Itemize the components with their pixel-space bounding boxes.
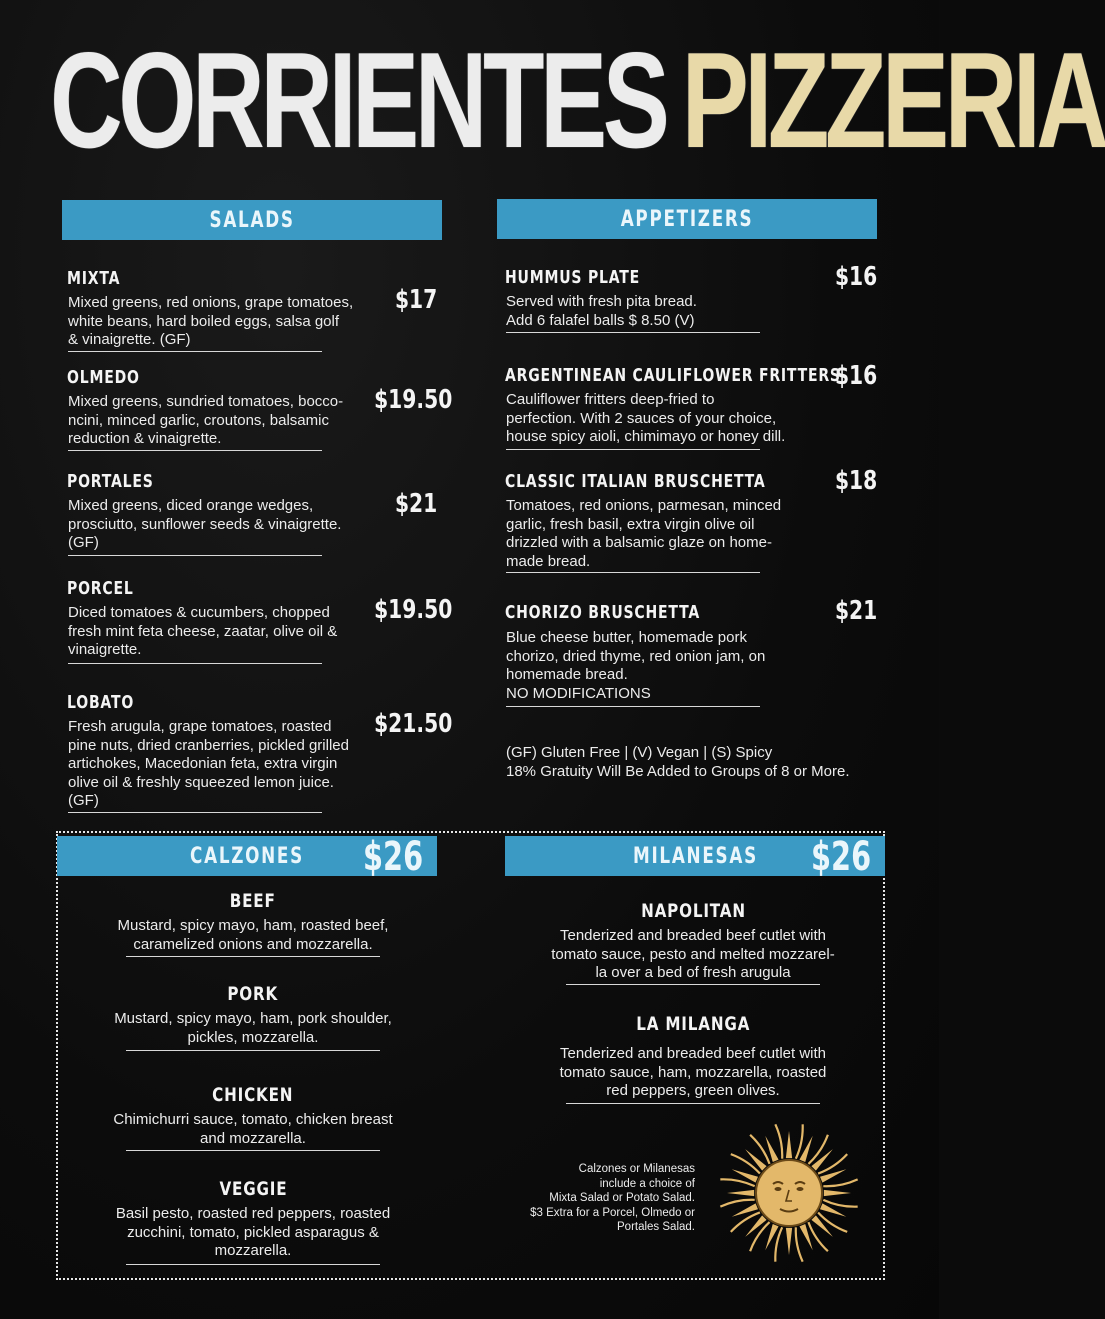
desc-line: made bread. xyxy=(506,552,591,570)
note-line: $3 Extra for a Porcel, Olmedo or xyxy=(530,1206,695,1219)
milanesa-name-text: NAPOLITAN xyxy=(640,900,746,922)
salad-name-olmedo: OLMEDO xyxy=(67,367,140,388)
desc-line: Mixed greens, diced orange wedges, xyxy=(68,497,314,514)
salad-price-mixta: $17 xyxy=(394,285,437,315)
divider xyxy=(506,572,760,573)
desc-line: prosciutto, sunflower seeds & vinaigrette. xyxy=(68,515,342,533)
appetizer-desc-fritters xyxy=(506,391,816,447)
divider xyxy=(68,450,322,451)
legend-line: (GF) Gluten Free | (V) Vegan | (S) Spicy xyxy=(506,744,773,761)
legend-line: 18% Gratuity Will Be Added to Groups of 8 or More. xyxy=(506,762,850,780)
desc-line: NO MODIFICATIONS xyxy=(506,684,651,702)
calzone-name-text: BEEF xyxy=(230,890,276,912)
desc-line: (GF) xyxy=(68,534,99,551)
appetizers-heading: APPETIZERS xyxy=(620,206,754,232)
desc-line: and mozzarella. xyxy=(200,1129,306,1147)
divider xyxy=(566,1103,820,1104)
calzone-desc-veggie xyxy=(57,1205,449,1261)
desc-line: zucchini, tomato, pickled asparagus & xyxy=(127,1223,379,1241)
salad-desc-porcel xyxy=(68,604,368,660)
calzone-desc-beef xyxy=(57,917,449,954)
salads-header xyxy=(62,200,442,240)
desc-line: tomato sauce, pesto and melted mozzarel- xyxy=(551,945,835,963)
appetizer-desc-chorizo xyxy=(506,629,806,703)
note-line: Calzones or Milanesas xyxy=(578,1163,695,1175)
sun-ray xyxy=(727,1190,754,1196)
desc-line: garlic, fresh basil, extra virgin olive oil xyxy=(506,515,755,533)
calzones-price: $26 xyxy=(362,834,423,880)
divider xyxy=(126,1264,380,1265)
desc-line: Basil pesto, roasted red peppers, roasted xyxy=(115,1205,391,1222)
desc-line: Diced tomatoes & cucumbers, chopped xyxy=(68,604,330,621)
salad-desc-lobato xyxy=(68,718,378,811)
title-part-1: CORRIENTES xyxy=(50,24,666,176)
sun-ray xyxy=(775,1227,782,1261)
appetizer-price-hummus: $16 xyxy=(834,262,877,292)
desc-line: Mustard, spicy mayo, ham, pork shoulder, xyxy=(114,1010,392,1027)
desc-line: Blue cheese butter, homemade pork xyxy=(506,629,747,646)
desc-line: pickles, mozzarella. xyxy=(187,1028,319,1046)
milanesa-desc-la-milanga xyxy=(497,1045,889,1101)
desc-line: Mustard, spicy mayo, ham, roasted beef, xyxy=(117,917,389,934)
divider xyxy=(506,332,760,333)
desc-line: ncini, minced garlic, croutons, balsamic xyxy=(68,411,329,429)
appetizer-price-fritters: $16 xyxy=(834,361,877,391)
note-line: Portales Salad. xyxy=(617,1221,695,1234)
milanesas-price: $26 xyxy=(810,834,871,880)
divider xyxy=(126,1150,380,1151)
sun-ray xyxy=(824,1190,851,1196)
divider xyxy=(126,1050,380,1051)
calzone-name-chicken xyxy=(57,1084,449,1106)
calzone-name-text: PORK xyxy=(227,983,279,1005)
desc-line: Add 6 falafel balls $ 8.50 (V) xyxy=(506,311,695,329)
restaurant-title xyxy=(50,24,1105,176)
divider xyxy=(506,706,760,707)
sun-ray xyxy=(786,1131,792,1158)
sun-of-may-icon xyxy=(714,1118,864,1268)
salad-name-porcel: PORCEL xyxy=(67,578,134,599)
salads-heading: SALADS xyxy=(209,207,295,233)
note-line: Mixta Salad or Potato Salad. xyxy=(549,1192,695,1205)
milanesa-name-text: LA MILANGA xyxy=(636,1013,750,1035)
sun-ray xyxy=(796,1227,803,1261)
calzone-name-beef xyxy=(57,890,449,912)
milanesas-heading: MILANESAS xyxy=(632,843,758,869)
title-part-2: PIZZERIA xyxy=(681,24,1105,176)
desc-line: caramelized onions and mozzarella. xyxy=(133,935,373,953)
desc-line: red peppers, green olives. xyxy=(606,1082,780,1099)
divider xyxy=(126,956,380,957)
calzone-name-text: CHICKEN xyxy=(212,1084,294,1106)
divider xyxy=(566,984,820,985)
desc-line: tomato sauce, ham, mozzarella, roasted xyxy=(559,1063,827,1081)
appetizer-name-chorizo: CHORIZO BRUSCHETTA xyxy=(505,602,700,623)
desc-line: artichokes, Macedonian feta, extra virgin xyxy=(68,755,338,772)
salad-desc-olmedo xyxy=(68,393,368,449)
divider xyxy=(68,555,322,556)
calzone-desc-chicken xyxy=(57,1111,449,1148)
appetizer-desc-bruschetta xyxy=(506,497,806,571)
calzone-desc-pork xyxy=(57,1010,449,1047)
calzone-name-pork xyxy=(57,983,449,1005)
salad-name-lobato: LOBATO xyxy=(67,692,135,713)
appetizer-desc-hummus xyxy=(506,293,806,330)
appetizer-name-bruschetta: CLASSIC ITALIAN BRUSCHETTA xyxy=(505,471,766,492)
desc-line: Tenderized and breaded beef cutlet with xyxy=(559,1045,826,1062)
desc-line: (GF) xyxy=(68,792,99,809)
desc-line: & vinaigrette. (GF) xyxy=(68,331,191,348)
sun-ray xyxy=(823,1179,857,1186)
dietary-legend xyxy=(506,744,850,781)
desc-line: fresh mint feta cheese, zaatar, olive oil & xyxy=(68,622,338,640)
calzone-name-veggie xyxy=(57,1178,449,1200)
salad-desc-mixta xyxy=(68,294,368,350)
desc-line: la over a bed of fresh arugula xyxy=(595,964,791,981)
calzones-header xyxy=(57,834,437,880)
divider xyxy=(68,812,322,813)
calzones-heading: CALZONES xyxy=(190,843,304,869)
sun-ray xyxy=(775,1124,782,1158)
desc-line: homemade bread. xyxy=(506,666,628,683)
appetizer-price-bruschetta: $18 xyxy=(834,466,877,496)
salad-desc-portales xyxy=(68,497,368,553)
divider xyxy=(68,663,322,664)
salad-price-porcel: $19.50 xyxy=(373,595,452,625)
salad-price-portales: $21 xyxy=(394,489,437,519)
milanesa-name-napolitan xyxy=(497,900,889,922)
desc-line: Mixed greens, red onions, grape tomatoes, xyxy=(68,294,354,311)
desc-line: white beans, hard boiled eggs, salsa golf xyxy=(68,312,340,330)
divider xyxy=(68,351,322,352)
milanesas-header xyxy=(505,834,885,880)
salad-name-portales: PORTALES xyxy=(67,471,154,492)
milanesa-desc-napolitan xyxy=(497,927,889,983)
appetizer-name-fritters: ARGENTINEAN CAULIFLOWER FRITTERS xyxy=(505,365,841,386)
desc-line: chorizo, dried thyme, red onion jam, on xyxy=(506,647,766,665)
salad-price-olmedo: $19.50 xyxy=(373,385,452,415)
desc-line: perfection. With 2 sauces of your choice, xyxy=(506,409,777,427)
desc-line: Chimichurri sauce, tomato, chicken breast xyxy=(113,1111,393,1128)
desc-line: Served with fresh pita bread. xyxy=(506,293,697,310)
milanesa-name-la-milanga xyxy=(497,1013,889,1035)
desc-line: Fresh arugula, grape tomatoes, roasted xyxy=(68,718,332,735)
desc-line: reduction & vinaigrette. xyxy=(68,430,222,447)
desc-line: drizzled with a balsamic glaze on home- xyxy=(506,534,772,551)
divider xyxy=(506,449,760,450)
desc-line: Tenderized and breaded beef cutlet with xyxy=(559,927,826,944)
salad-name-mixta: MIXTA xyxy=(67,268,121,289)
appetizers-header xyxy=(497,199,877,239)
sun-ray xyxy=(823,1200,857,1207)
appetizer-name-hummus: HUMMUS PLATE xyxy=(505,267,641,288)
desc-line: vinaigrette. xyxy=(68,641,142,658)
desc-line: mozzarella. xyxy=(214,1242,292,1259)
desc-line: olive oil & freshly squeezed lemon juice. xyxy=(68,773,334,791)
desc-line: Tomatoes, red onions, parmesan, minced xyxy=(506,497,782,514)
sun-ray xyxy=(786,1228,792,1255)
desc-line: Cauliflower fritters deep-fried to xyxy=(506,391,715,408)
appetizer-price-chorizo: $21 xyxy=(834,596,877,626)
desc-line: Mixed greens, sundried tomatoes, bocco- xyxy=(68,393,344,410)
desc-line: pine nuts, dried cranberries, pickled grilled xyxy=(68,736,349,754)
sun-ray xyxy=(720,1200,754,1207)
salad-price-lobato: $21.50 xyxy=(373,709,452,739)
calzone-name-text: VEGGIE xyxy=(219,1178,287,1200)
sun-ray xyxy=(720,1179,754,1186)
note-line: include a choice of xyxy=(599,1177,695,1190)
combo-note xyxy=(500,1162,695,1235)
sun-ray xyxy=(796,1124,803,1158)
desc-line: house spicy aioli, chimimayo or honey dill. xyxy=(506,428,786,445)
